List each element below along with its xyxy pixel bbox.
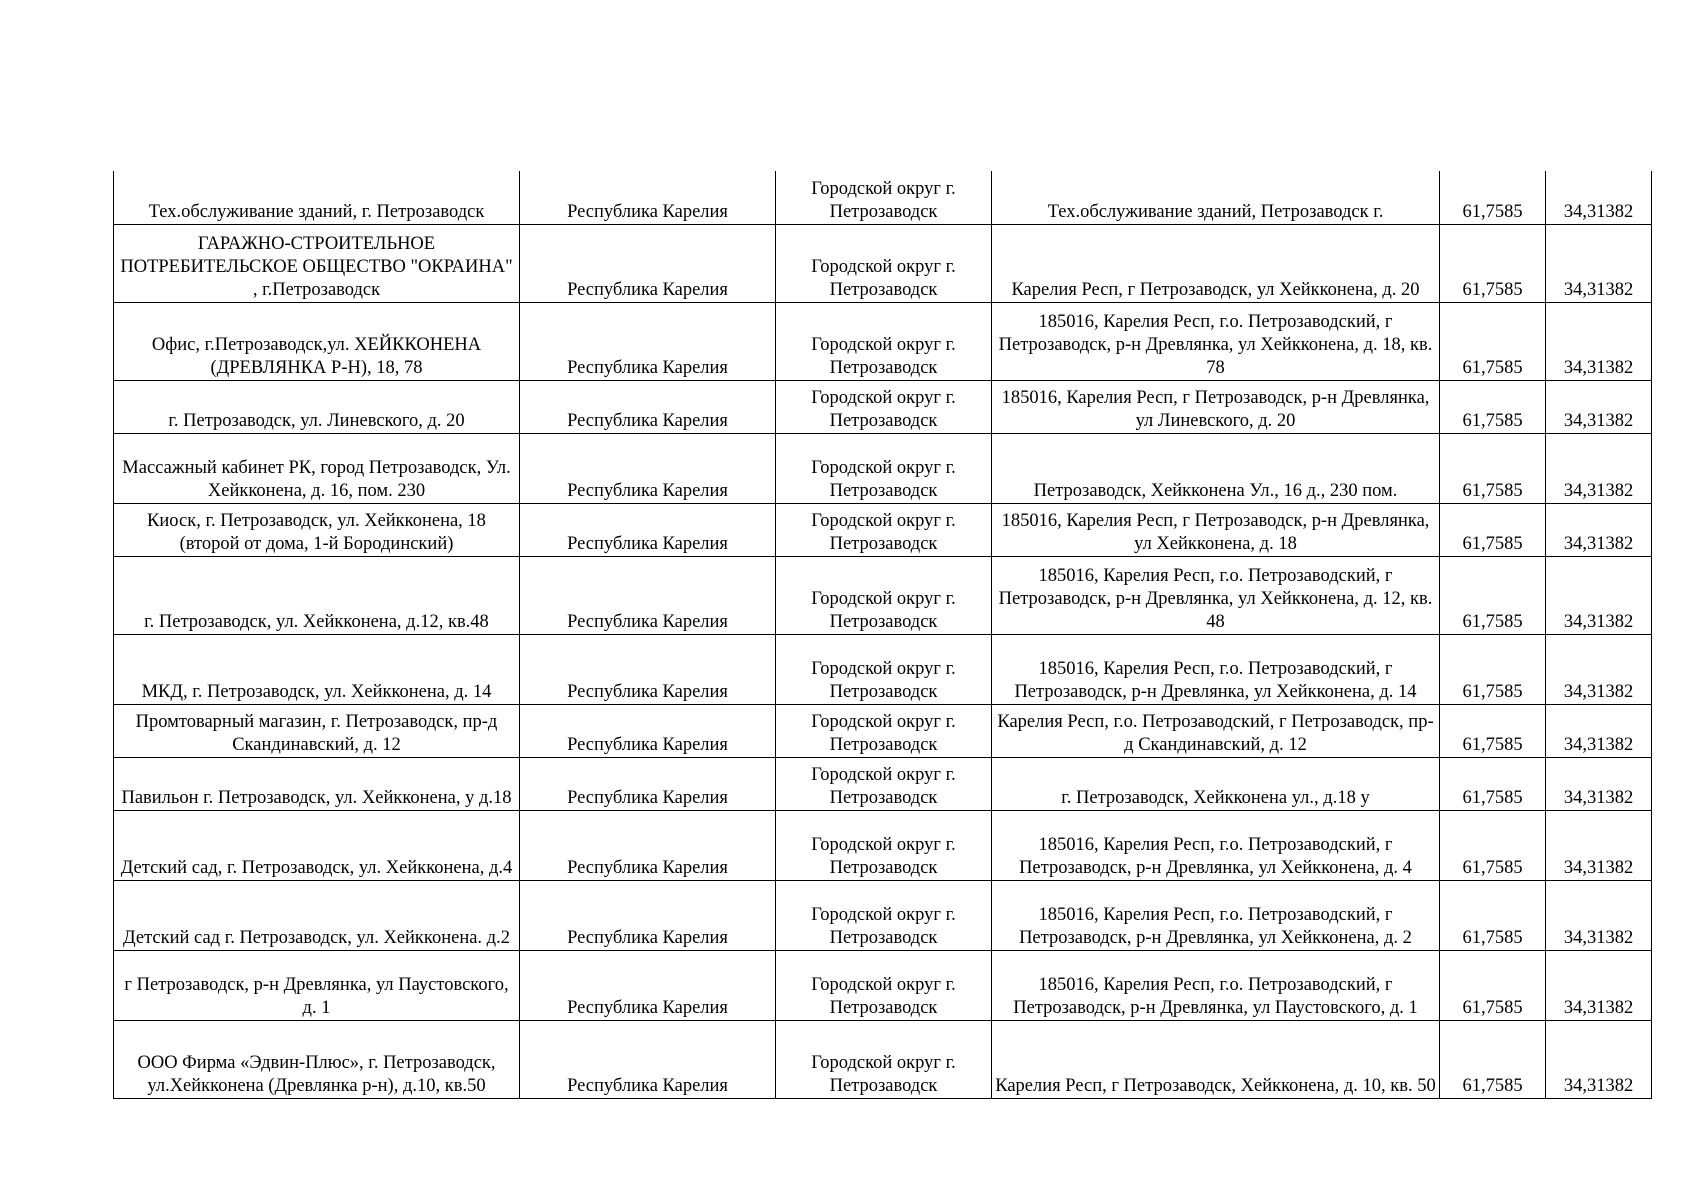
- address-cell: Карелия Респ, г Петрозаводск, ул Хейкконена, д. 20: [992, 224, 1440, 302]
- longitude-cell: 34,31382: [1546, 302, 1652, 380]
- address-cell: 185016, Карелия Респ, г.о. Петрозаводский, г Петрозаводск, р-н Древлянка, ул Хейкконена, д. 18, кв. 78: [992, 302, 1440, 380]
- latitude-cell: 61,7585: [1440, 433, 1546, 503]
- region-cell: Республика Карелия: [520, 556, 776, 634]
- address-cell: 185016, Карелия Респ, г.о. Петрозаводский, г Петрозаводск, р-н Древлянка, ул Паустовского, д. 1: [992, 950, 1440, 1020]
- table-body: [114, 171, 1652, 1098]
- district-cell: Городской округ г. Петрозаводск: [776, 634, 992, 704]
- organization-cell: МКД, г. Петрозаводск, ул. Хейкконена, д. 14: [114, 634, 520, 704]
- region-cell: Республика Карелия: [520, 950, 776, 1020]
- region-cell: Республика Карелия: [520, 1020, 776, 1098]
- latitude-cell: 61,7585: [1440, 503, 1546, 556]
- organization-cell: Массажный кабинет РК, город Петрозаводск, Ул. Хейкконена, д. 16, пом. 230: [114, 433, 520, 503]
- region-cell: Республика Карелия: [520, 302, 776, 380]
- table-row: [114, 880, 1652, 950]
- longitude-cell: 34,31382: [1546, 380, 1652, 433]
- address-cell: 185016, Карелия Респ, г.о. Петрозаводский, г Петрозаводск, р-н Древлянка, ул Хейкконена, д. 12, кв. 48: [992, 556, 1440, 634]
- latitude-cell: 61,7585: [1440, 380, 1546, 433]
- region-cell: Республика Карелия: [520, 171, 776, 224]
- table-row: [114, 380, 1652, 433]
- address-cell: 185016, Карелия Респ, г Петрозаводск, р-н Древлянка, ул Хейкконена, д. 18: [992, 503, 1440, 556]
- region-cell: Республика Карелия: [520, 503, 776, 556]
- organization-cell: Тех.обслуживание зданий, г. Петрозаводск: [114, 171, 520, 224]
- table-row: [114, 704, 1652, 757]
- longitude-cell: 34,31382: [1546, 757, 1652, 810]
- table-row: [114, 171, 1652, 224]
- address-cell: Карелия Респ, г.о. Петрозаводский, г Петрозаводск, пр-д Скандинавский, д. 12: [992, 704, 1440, 757]
- address-table: [113, 171, 1652, 1099]
- latitude-cell: 61,7585: [1440, 1020, 1546, 1098]
- organization-cell: Детский сад г. Петрозаводск, ул. Хейкконена. д.2: [114, 880, 520, 950]
- table-row: [114, 634, 1652, 704]
- longitude-cell: 34,31382: [1546, 503, 1652, 556]
- address-cell: Карелия Респ, г Петрозаводск, Хейкконена, д. 10, кв. 50: [992, 1020, 1440, 1098]
- organization-cell: Детский сад, г. Петрозаводск, ул. Хейкконена, д.4: [114, 810, 520, 880]
- latitude-cell: 61,7585: [1440, 634, 1546, 704]
- organization-cell: ГАРАЖНО-СТРОИТЕЛЬНОЕ ПОТРЕБИТЕЛЬСКОЕ ОБЩЕСТВО "ОКРАИНА" , г.Петрозаводск: [114, 224, 520, 302]
- address-cell: Петрозаводск, Хейкконена Ул., 16 д., 230 пом.: [992, 433, 1440, 503]
- table-row: [114, 433, 1652, 503]
- latitude-cell: 61,7585: [1440, 950, 1546, 1020]
- district-cell: Городской округ г. Петрозаводск: [776, 757, 992, 810]
- latitude-cell: 61,7585: [1440, 704, 1546, 757]
- district-cell: Городской округ г. Петрозаводск: [776, 380, 992, 433]
- district-cell: Городской округ г. Петрозаводск: [776, 950, 992, 1020]
- district-cell: Городской округ г. Петрозаводск: [776, 556, 992, 634]
- district-cell: Городской округ г. Петрозаводск: [776, 302, 992, 380]
- organization-cell: г. Петрозаводск, ул. Линевского, д. 20: [114, 380, 520, 433]
- table-row: [114, 224, 1652, 302]
- district-cell: Городской округ г. Петрозаводск: [776, 1020, 992, 1098]
- longitude-cell: 34,31382: [1546, 433, 1652, 503]
- organization-cell: ООО Фирма «Эдвин-Плюс», г. Петрозаводск, ул.Хейкконена (Древлянка р-н), д.10, кв.50: [114, 1020, 520, 1098]
- table-row: [114, 302, 1652, 380]
- latitude-cell: 61,7585: [1440, 556, 1546, 634]
- address-cell: Тех.обслуживание зданий, Петрозаводск г.: [992, 171, 1440, 224]
- longitude-cell: 34,31382: [1546, 556, 1652, 634]
- longitude-cell: 34,31382: [1546, 704, 1652, 757]
- latitude-cell: 61,7585: [1440, 224, 1546, 302]
- longitude-cell: 34,31382: [1546, 1020, 1652, 1098]
- table-row: [114, 503, 1652, 556]
- organization-cell: г Петрозаводск, р-н Древлянка, ул Паустовского, д. 1: [114, 950, 520, 1020]
- longitude-cell: 34,31382: [1546, 171, 1652, 224]
- table-row: [114, 757, 1652, 810]
- longitude-cell: 34,31382: [1546, 634, 1652, 704]
- region-cell: Республика Карелия: [520, 380, 776, 433]
- organization-cell: Промтоварный магазин, г. Петрозаводск, пр-д Скандинавский, д. 12: [114, 704, 520, 757]
- address-cell: 185016, Карелия Респ, г.о. Петрозаводский, г Петрозаводск, р-н Древлянка, ул Хейкконена, д. 4: [992, 810, 1440, 880]
- latitude-cell: 61,7585: [1440, 757, 1546, 810]
- organization-cell: Павильон г. Петрозаводск, ул. Хейкконена, у д.18: [114, 757, 520, 810]
- table-row: [114, 556, 1652, 634]
- region-cell: Республика Карелия: [520, 433, 776, 503]
- region-cell: Республика Карелия: [520, 810, 776, 880]
- region-cell: Республика Карелия: [520, 757, 776, 810]
- address-cell: 185016, Карелия Респ, г.о. Петрозаводский, г Петрозаводск, р-н Древлянка, ул Хейкконена, д. 14: [992, 634, 1440, 704]
- district-cell: Городской округ г. Петрозаводск: [776, 810, 992, 880]
- district-cell: Городской округ г. Петрозаводск: [776, 503, 992, 556]
- region-cell: Республика Карелия: [520, 704, 776, 757]
- address-cell: г. Петрозаводск, Хейкконена ул., д.18 у: [992, 757, 1440, 810]
- region-cell: Республика Карелия: [520, 880, 776, 950]
- organization-cell: Киоск, г. Петрозаводск, ул. Хейкконена, 18 (второй от дома, 1-й Бородинский): [114, 503, 520, 556]
- table-row: [114, 950, 1652, 1020]
- district-cell: Городской округ г. Петрозаводск: [776, 880, 992, 950]
- latitude-cell: 61,7585: [1440, 810, 1546, 880]
- district-cell: Городской округ г. Петрозаводск: [776, 704, 992, 757]
- longitude-cell: 34,31382: [1546, 810, 1652, 880]
- organization-cell: Офис, г.Петрозаводск,ул. ХЕЙККОНЕНА (ДРЕВЛЯНКА Р-Н), 18, 78: [114, 302, 520, 380]
- table-row: [114, 810, 1652, 880]
- address-cell: 185016, Карелия Респ, г.о. Петрозаводский, г Петрозаводск, р-н Древлянка, ул Хейкконена, д. 2: [992, 880, 1440, 950]
- longitude-cell: 34,31382: [1546, 950, 1652, 1020]
- region-cell: Республика Карелия: [520, 634, 776, 704]
- organization-cell: г. Петрозаводск, ул. Хейкконена, д.12, кв.48: [114, 556, 520, 634]
- district-cell: Городской округ г. Петрозаводск: [776, 224, 992, 302]
- address-cell: 185016, Карелия Респ, г Петрозаводск, р-н Древлянка, ул Линевского, д. 20: [992, 380, 1440, 433]
- latitude-cell: 61,7585: [1440, 880, 1546, 950]
- district-cell: Городской округ г. Петрозаводск: [776, 171, 992, 224]
- district-cell: Городской округ г. Петрозаводск: [776, 433, 992, 503]
- longitude-cell: 34,31382: [1546, 224, 1652, 302]
- longitude-cell: 34,31382: [1546, 880, 1652, 950]
- latitude-cell: 61,7585: [1440, 171, 1546, 224]
- table-row: [114, 1020, 1652, 1098]
- latitude-cell: 61,7585: [1440, 302, 1546, 380]
- region-cell: Республика Карелия: [520, 224, 776, 302]
